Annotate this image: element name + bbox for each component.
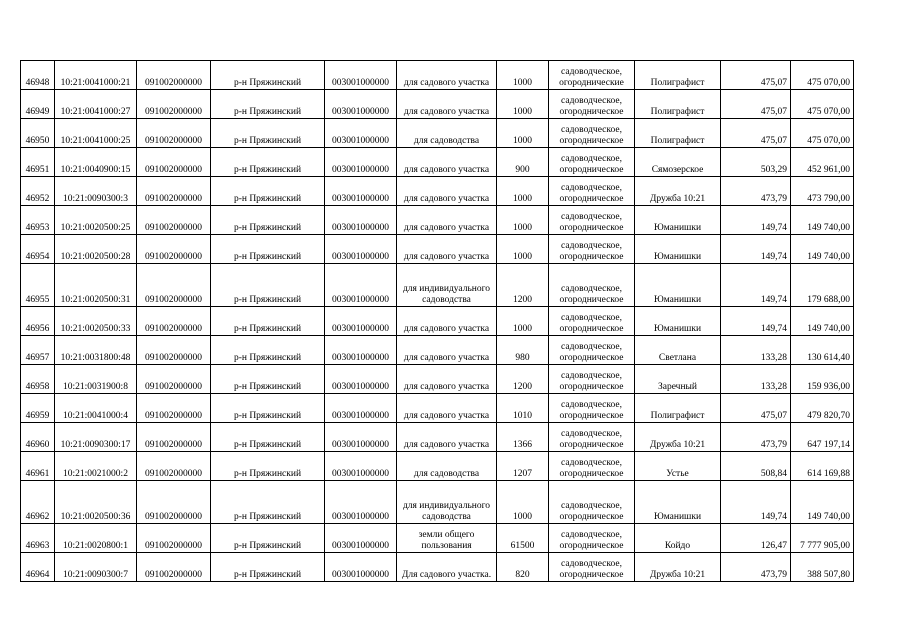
cell-row-number: 46948 [21,61,55,90]
cell-specific-value: 149,74 [721,481,791,524]
cell-land-category: садоводческое, огородническое [549,336,635,365]
cell-district: р-н Пряжинский [211,264,325,307]
cell-okato-code: 091002000000 [137,61,211,90]
cell-land-category: садоводческое, огородническое [549,481,635,524]
cell-permitted-use: для садового участка [397,148,497,177]
cell-land-category: садоводческое, огородническое [549,423,635,452]
cell-specific-value: 508,84 [721,452,791,481]
cell-permitted-use: для садового участка [397,365,497,394]
cell-cadastral-number: 10:21:0031900:8 [55,365,137,394]
cell-cadastral-number: 10:21:0041000:4 [55,394,137,423]
cell-specific-value: 503,29 [721,148,791,177]
cell-cadastral-value: 159 936,00 [791,365,854,394]
cell-district: р-н Пряжинский [211,307,325,336]
cell-specific-value: 126,47 [721,524,791,553]
cell-land-category: садоводческое, огородническое [549,394,635,423]
cell-location: Дружба 10:21 [635,423,721,452]
cell-okato-code: 091002000000 [137,481,211,524]
cell-row-number: 46964 [21,553,55,582]
cell-cadastral-number: 10:21:0020500:28 [55,235,137,264]
cell-row-number: 46953 [21,206,55,235]
cell-permitted-use: для садоводства [397,452,497,481]
cell-category-code: 003001000000 [325,394,397,423]
cell-permitted-use: для садоводства [397,119,497,148]
cell-okato-code: 091002000000 [137,148,211,177]
cell-specific-value: 475,07 [721,119,791,148]
cell-area: 980 [497,336,549,365]
cell-row-number: 46949 [21,90,55,119]
table-row [21,264,854,307]
cell-specific-value: 475,07 [721,90,791,119]
cell-row-number: 46951 [21,148,55,177]
cell-cadastral-value: 149 740,00 [791,235,854,264]
cell-row-number: 46954 [21,235,55,264]
table-row [21,177,854,206]
cell-land-category: садоводческое, огородническое [549,177,635,206]
cell-location: Юманишки [635,264,721,307]
cell-area: 1000 [497,119,549,148]
cell-permitted-use: Для садового участка. [397,553,497,582]
cell-specific-value: 473,79 [721,177,791,206]
cell-cadastral-number: 10:21:0041000:25 [55,119,137,148]
cell-cadastral-value: 179 688,00 [791,264,854,307]
cell-area: 1200 [497,365,549,394]
cell-category-code: 003001000000 [325,177,397,206]
cell-district: р-н Пряжинский [211,423,325,452]
cell-okato-code: 091002000000 [137,524,211,553]
cell-location: Устье [635,452,721,481]
table-row [21,90,854,119]
table-row [21,365,854,394]
cell-land-category: садоводческое, огородническое [549,307,635,336]
cell-category-code: 003001000000 [325,336,397,365]
cell-cadastral-number: 10:21:0021000:2 [55,452,137,481]
cell-cadastral-number: 10:21:0020800:1 [55,524,137,553]
cell-category-code: 003001000000 [325,206,397,235]
cell-area: 1000 [497,235,549,264]
cell-specific-value: 133,28 [721,336,791,365]
cell-okato-code: 091002000000 [137,119,211,148]
cell-category-code: 003001000000 [325,524,397,553]
cell-district: р-н Пряжинский [211,206,325,235]
cell-okato-code: 091002000000 [137,553,211,582]
cell-category-code: 003001000000 [325,235,397,264]
table-row [21,206,854,235]
cell-category-code: 003001000000 [325,365,397,394]
table-row [21,452,854,481]
cell-area: 820 [497,553,549,582]
cell-cadastral-value: 475 070,00 [791,61,854,90]
cell-district: р-н Пряжинский [211,235,325,264]
cell-row-number: 46963 [21,524,55,553]
cell-specific-value: 473,79 [721,423,791,452]
cell-land-category: садоводческое, огородническое [549,452,635,481]
cell-category-code: 003001000000 [325,119,397,148]
cell-okato-code: 091002000000 [137,177,211,206]
cell-category-code: 003001000000 [325,481,397,524]
cell-land-category: садоводческое, огороднические [549,61,635,90]
table-row [21,553,854,582]
cell-location: Полиграфист [635,394,721,423]
cell-district: р-н Пряжинский [211,148,325,177]
cell-district: р-н Пряжинский [211,524,325,553]
table-body [21,61,854,582]
cell-land-category: садоводческое, огородническое [549,524,635,553]
cell-permitted-use: земли общего пользования [397,524,497,553]
cell-cadastral-value: 473 790,00 [791,177,854,206]
cell-permitted-use: для садового участка [397,336,497,365]
table-row [21,481,854,524]
cell-specific-value: 149,74 [721,235,791,264]
cell-area: 1000 [497,206,549,235]
cell-okato-code: 091002000000 [137,365,211,394]
cell-location: Полиграфист [635,61,721,90]
cell-cadastral-value: 479 820,70 [791,394,854,423]
cell-location: Дружба 10:21 [635,553,721,582]
cell-okato-code: 091002000000 [137,264,211,307]
cell-cadastral-value: 475 070,00 [791,90,854,119]
cell-cadastral-value: 388 507,80 [791,553,854,582]
cell-category-code: 003001000000 [325,264,397,307]
cell-category-code: 003001000000 [325,307,397,336]
cell-okato-code: 091002000000 [137,394,211,423]
cell-district: р-н Пряжинский [211,452,325,481]
cell-location: Юманишки [635,235,721,264]
cell-cadastral-value: 7 777 905,00 [791,524,854,553]
cell-okato-code: 091002000000 [137,336,211,365]
cell-row-number: 46956 [21,307,55,336]
cell-cadastral-number: 10:21:0020500:36 [55,481,137,524]
cell-district: р-н Пряжинский [211,365,325,394]
cell-area: 1000 [497,177,549,206]
cell-cadastral-number: 10:21:0020500:31 [55,264,137,307]
cell-district: р-н Пряжинский [211,177,325,206]
cell-row-number: 46952 [21,177,55,206]
cell-location: Юманишки [635,307,721,336]
cell-location: Полиграфист [635,119,721,148]
cell-category-code: 003001000000 [325,90,397,119]
table-row [21,423,854,452]
cell-area: 1000 [497,61,549,90]
table-row [21,394,854,423]
cell-area: 1000 [497,307,549,336]
cell-category-code: 003001000000 [325,61,397,90]
table-row [21,307,854,336]
cell-cadastral-number: 10:21:0041000:21 [55,61,137,90]
cell-specific-value: 149,74 [721,206,791,235]
cell-location: Полиграфист [635,90,721,119]
cell-okato-code: 091002000000 [137,206,211,235]
cell-permitted-use: для садового участка [397,394,497,423]
cell-land-category: садоводческое, огородническое [549,206,635,235]
cell-permitted-use: для индивидуального садоводства [397,481,497,524]
table-row [21,148,854,177]
cell-cadastral-value: 149 740,00 [791,307,854,336]
cell-location: Заречный [635,365,721,394]
cell-row-number: 46950 [21,119,55,148]
cell-okato-code: 091002000000 [137,423,211,452]
table-row [21,61,854,90]
cell-category-code: 003001000000 [325,423,397,452]
cell-cadastral-number: 10:21:0020500:25 [55,206,137,235]
cell-cadastral-value: 452 961,00 [791,148,854,177]
cell-category-code: 003001000000 [325,148,397,177]
cell-district: р-н Пряжинский [211,336,325,365]
cell-specific-value: 475,07 [721,61,791,90]
cell-specific-value: 149,74 [721,264,791,307]
cell-location: Койдо [635,524,721,553]
cell-specific-value: 133,28 [721,365,791,394]
cell-district: р-н Пряжинский [211,553,325,582]
table-row [21,119,854,148]
cell-okato-code: 091002000000 [137,235,211,264]
cell-location: Светлана [635,336,721,365]
cell-area: 1207 [497,452,549,481]
cell-okato-code: 091002000000 [137,307,211,336]
cell-permitted-use: для индивидуального садоводства [397,264,497,307]
cell-land-category: садоводческое, огородническое [549,365,635,394]
cell-permitted-use: для садового участка [397,177,497,206]
cell-specific-value: 149,74 [721,307,791,336]
cell-specific-value: 473,79 [721,553,791,582]
cell-row-number: 46962 [21,481,55,524]
cell-cadastral-value: 149 740,00 [791,481,854,524]
cell-area: 900 [497,148,549,177]
cell-cadastral-number: 10:21:0041000:27 [55,90,137,119]
cell-permitted-use: для садового участка [397,61,497,90]
cell-district: р-н Пряжинский [211,394,325,423]
cell-cadastral-value: 475 070,00 [791,119,854,148]
cell-land-category: садоводческое, огородническое [549,553,635,582]
cell-category-code: 003001000000 [325,452,397,481]
cell-specific-value: 475,07 [721,394,791,423]
cell-permitted-use: для садового участка [397,235,497,264]
cell-district: р-н Пряжинский [211,61,325,90]
cell-cadastral-number: 10:21:0090300:3 [55,177,137,206]
cell-cadastral-number: 10:21:0031800:48 [55,336,137,365]
cell-permitted-use: для садового участка [397,90,497,119]
table-row [21,336,854,365]
cell-location: Юманишки [635,481,721,524]
cell-land-category: садоводческое, огородническое [549,264,635,307]
cell-area: 1366 [497,423,549,452]
cell-row-number: 46960 [21,423,55,452]
cell-row-number: 46961 [21,452,55,481]
cell-cadastral-value: 130 614,40 [791,336,854,365]
cell-permitted-use: для садового участка [397,307,497,336]
cell-area: 1010 [497,394,549,423]
cell-row-number: 46958 [21,365,55,394]
cell-location: Сямозерское [635,148,721,177]
cell-land-category: садоводческое, огородническое [549,235,635,264]
cell-land-category: садоводческое, огородническое [549,119,635,148]
cell-district: р-н Пряжинский [211,90,325,119]
cell-cadastral-number: 10:21:0090300:17 [55,423,137,452]
cell-area: 1200 [497,264,549,307]
cell-cadastral-value: 647 197,14 [791,423,854,452]
cell-cadastral-number: 10:21:0020500:33 [55,307,137,336]
cell-district: р-н Пряжинский [211,481,325,524]
cell-category-code: 003001000000 [325,553,397,582]
cell-cadastral-number: 10:21:0040900:15 [55,148,137,177]
cell-area: 1000 [497,90,549,119]
cell-permitted-use: для садового участка [397,206,497,235]
land-cadastre-table-page [20,60,853,582]
cell-location: Юманишки [635,206,721,235]
cell-cadastral-value: 149 740,00 [791,206,854,235]
cell-row-number: 46955 [21,264,55,307]
cell-area: 61500 [497,524,549,553]
cell-location: Дружба 10:21 [635,177,721,206]
table-row [21,524,854,553]
cell-land-category: садоводческое, огородническое [549,90,635,119]
table-row [21,235,854,264]
cell-okato-code: 091002000000 [137,452,211,481]
cell-okato-code: 091002000000 [137,90,211,119]
cell-land-category: садоводческое, огородническое [549,148,635,177]
cell-row-number: 46957 [21,336,55,365]
cell-district: р-н Пряжинский [211,119,325,148]
cadastre-table [20,60,854,582]
cell-permitted-use: для садового участка [397,423,497,452]
cell-cadastral-number: 10:21:0090300:7 [55,553,137,582]
cell-cadastral-value: 614 169,88 [791,452,854,481]
cell-area: 1000 [497,481,549,524]
cell-row-number: 46959 [21,394,55,423]
